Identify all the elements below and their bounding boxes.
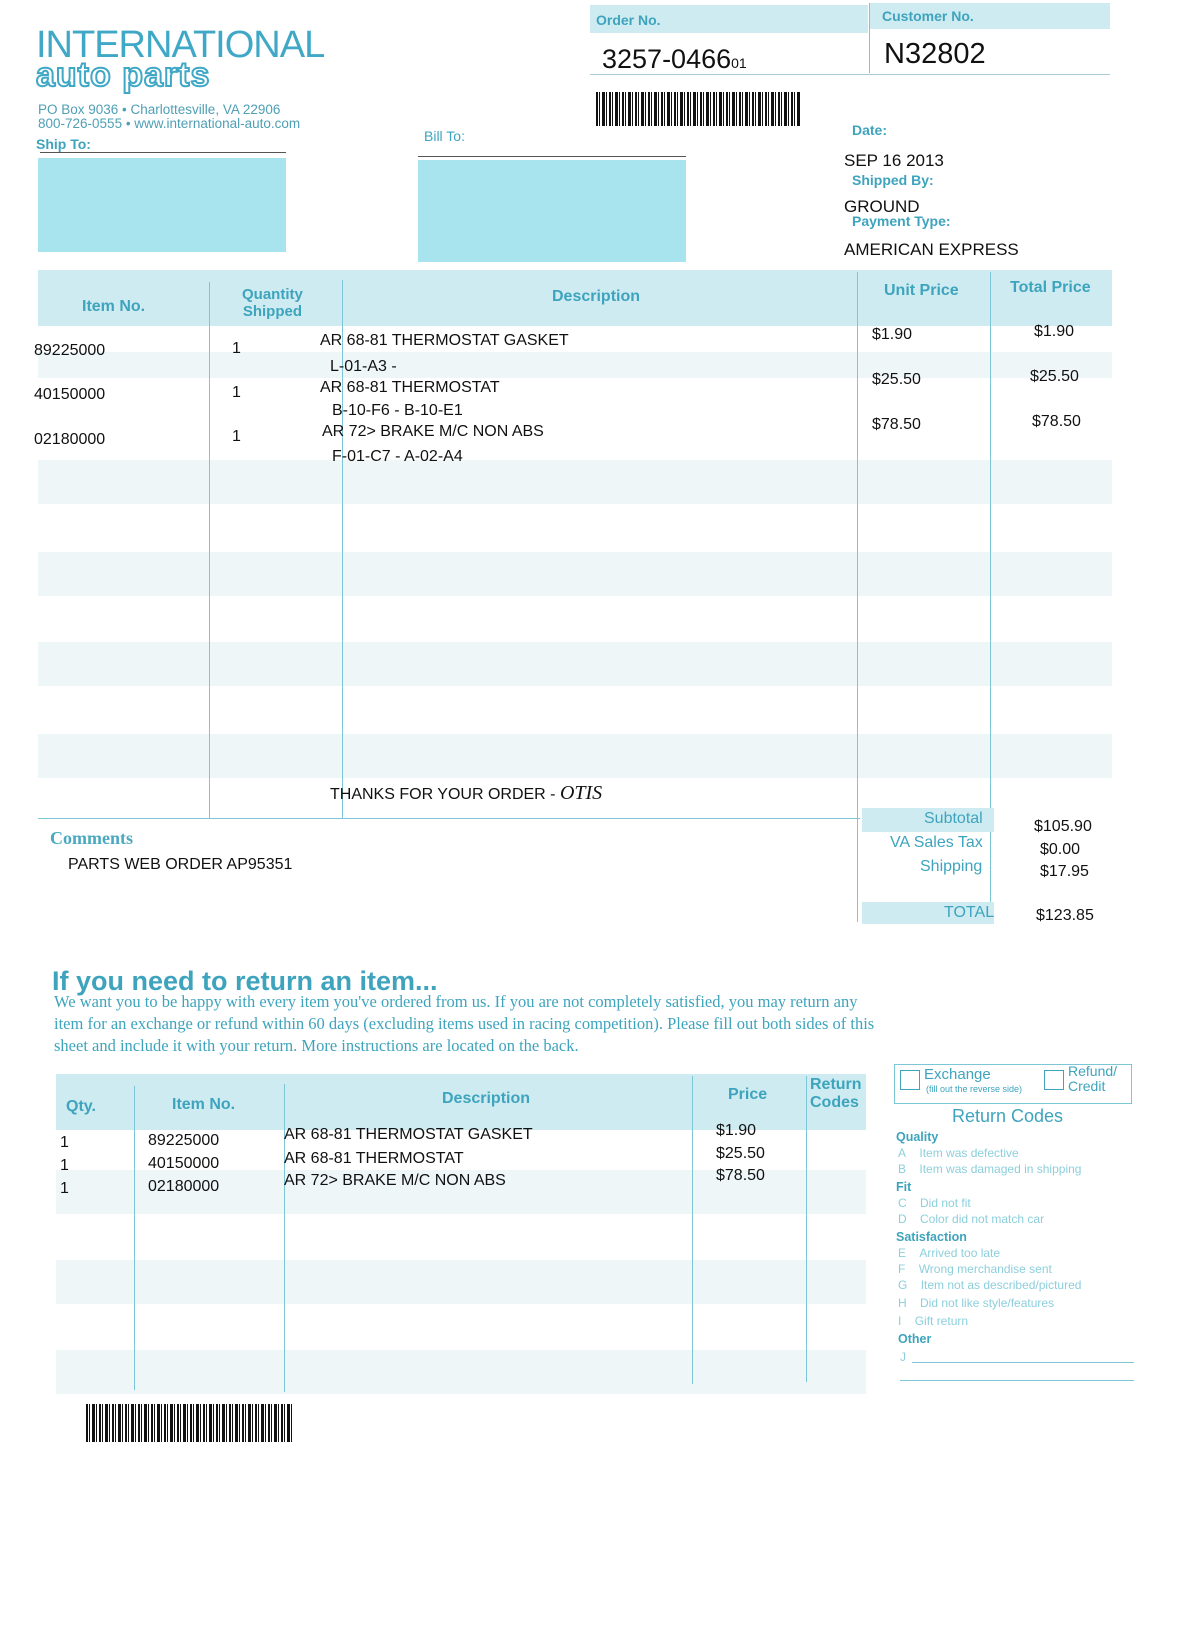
- return-heading: If you need to return an item...: [52, 966, 438, 996]
- payment-type-value: AMERICAN EXPRESS: [844, 240, 1019, 259]
- row-description: AR 68-81 THERMOSTAT: [320, 379, 500, 396]
- return-code: A Item was defective: [898, 1146, 1019, 1160]
- other-reason-line[interactable]: [912, 1362, 1134, 1363]
- col-unit-price: Unit Price: [884, 282, 959, 299]
- exchange-label: Exchange: [924, 1066, 991, 1083]
- row-unit-price: $1.90: [872, 326, 913, 343]
- return-col-description: Description: [442, 1090, 531, 1107]
- row-unit-price: $78.50: [872, 416, 921, 433]
- bill-to-label: Bill To:: [424, 128, 465, 144]
- payment-type-label: Payment Type:: [852, 213, 951, 229]
- return-col-qty: Qty.: [66, 1098, 96, 1115]
- exchange-checkbox[interactable]: [900, 1070, 920, 1090]
- return-col-item-no: Item No.: [172, 1096, 236, 1113]
- return-row-qty: 1: [60, 1157, 69, 1174]
- row-description: AR 72> BRAKE M/C NON ABS: [322, 423, 544, 440]
- return-code: D Color did not match car: [898, 1212, 1045, 1226]
- signature: OTIS: [559, 782, 603, 804]
- return-row-description: AR 72> BRAKE M/C NON ABS: [284, 1172, 506, 1189]
- return-code: B Item was damaged in shipping: [898, 1162, 1082, 1176]
- comments-label: Comments: [50, 828, 133, 848]
- subtotal-label: Subtotal: [924, 810, 983, 827]
- total-value: $123.85: [1036, 907, 1094, 924]
- code-group-quality: Quality: [896, 1130, 939, 1144]
- total-label: TOTAL: [944, 904, 995, 921]
- shipped-by-label: Shipped By:: [852, 172, 934, 188]
- refund-checkbox[interactable]: [1044, 1070, 1064, 1090]
- return-code: E Arrived too late: [898, 1246, 1001, 1260]
- return-code: J: [900, 1350, 906, 1364]
- return-code: F Wrong merchandise sent: [898, 1262, 1052, 1276]
- return-row-item-no: 40150000: [148, 1155, 220, 1172]
- order-date: SEP 16 2013: [844, 151, 944, 170]
- row-total-price: $25.50: [1030, 368, 1079, 385]
- bill-to-address-redacted: [418, 160, 686, 262]
- col-item-no: Item No.: [82, 298, 146, 315]
- company-contact: 800-726-0555 • www.international-auto.com: [38, 116, 301, 131]
- order-barcode: [596, 92, 800, 126]
- company-name-line1: INTERNATIONAL: [36, 24, 325, 66]
- exchange-note: (fill out the reverse side): [926, 1084, 1023, 1094]
- row-qty: 1: [232, 428, 241, 445]
- shipped-by-value: GROUND: [844, 197, 920, 216]
- row-item-no: 40150000: [34, 386, 106, 403]
- return-col-price: Price: [728, 1086, 768, 1103]
- return-col-codes: Return Codes: [810, 1076, 862, 1111]
- return-code: I Gift return: [898, 1314, 969, 1328]
- return-row-item-no: 89225000: [148, 1132, 220, 1149]
- row-location: B-10-F6 - B-10-E1: [332, 402, 463, 419]
- row-item-no: 02180000: [34, 431, 106, 448]
- thanks-message: THANKS FOR YOUR ORDER - OTIS: [330, 782, 603, 804]
- customer-no-label: Customer No.: [882, 8, 974, 24]
- shipping-value: $17.95: [1040, 863, 1089, 880]
- return-barcode: [86, 1404, 292, 1442]
- row-qty: 1: [232, 384, 241, 401]
- row-qty: 1: [232, 340, 241, 357]
- customer-number: N32802: [884, 38, 986, 70]
- return-instructions: We want you to be happy with every item you've ordered from us. If you are not completely satisfied, you may return any item for an exchange or refund within 60 days (excluding items used in racing competition). Please fill out both sides of this sheet and include it with your return. More instructions are located on the back.: [54, 992, 875, 1055]
- company-name-line2: auto parts: [36, 56, 211, 94]
- return-code: H Did not like style/features: [898, 1296, 1055, 1310]
- comments-text: PARTS WEB ORDER AP95351: [68, 856, 293, 873]
- return-row-description: AR 68-81 THERMOSTAT GASKET: [284, 1126, 533, 1143]
- subtotal-value: $105.90: [1034, 818, 1092, 835]
- col-description: Description: [552, 288, 641, 305]
- return-row-qty: 1: [60, 1180, 69, 1197]
- return-row-description: AR 68-81 THERMOSTAT: [284, 1150, 464, 1167]
- row-description: AR 68-81 THERMOSTAT GASKET: [320, 332, 569, 349]
- return-row-price: $25.50: [716, 1145, 765, 1162]
- shipping-label: Shipping: [920, 858, 983, 875]
- row-item-no: 89225000: [34, 342, 106, 359]
- return-row-item-no: 02180000: [148, 1178, 220, 1195]
- return-row-price: $78.50: [716, 1167, 765, 1184]
- row-location: L-01-A3 -: [330, 358, 397, 375]
- code-group-other: Other: [898, 1332, 932, 1346]
- row-total-price: $1.90: [1034, 323, 1075, 340]
- tax-label: VA Sales Tax: [890, 834, 983, 851]
- return-row-qty: 1: [60, 1134, 69, 1151]
- row-location: F-01-C7 - A-02-A4: [332, 448, 463, 465]
- order-number: 3257-046601: [602, 44, 747, 74]
- col-total-price: Total Price: [1010, 279, 1091, 296]
- ship-to-address-redacted: [38, 158, 286, 252]
- return-codes-title: Return Codes: [952, 1106, 1064, 1126]
- return-code: C Did not fit: [898, 1196, 971, 1210]
- order-no-label: Order No.: [596, 12, 661, 28]
- return-row-price: $1.90: [716, 1122, 757, 1139]
- row-total-price: $78.50: [1032, 413, 1081, 430]
- tax-value: $0.00: [1040, 841, 1081, 858]
- col-quantity: Quantity Shipped: [242, 286, 303, 320]
- row-unit-price: $25.50: [872, 371, 921, 388]
- date-label: Date:: [852, 122, 888, 138]
- company-address: PO Box 9036 • Charlottesville, VA 22906: [38, 102, 281, 117]
- code-group-fit: Fit: [896, 1180, 912, 1194]
- ship-to-label: Ship To:: [36, 136, 91, 152]
- return-code: G Item not as described/pictured: [898, 1278, 1082, 1292]
- code-group-satisfaction: Satisfaction: [896, 1230, 967, 1244]
- refund-label: Refund/ Credit: [1068, 1063, 1118, 1094]
